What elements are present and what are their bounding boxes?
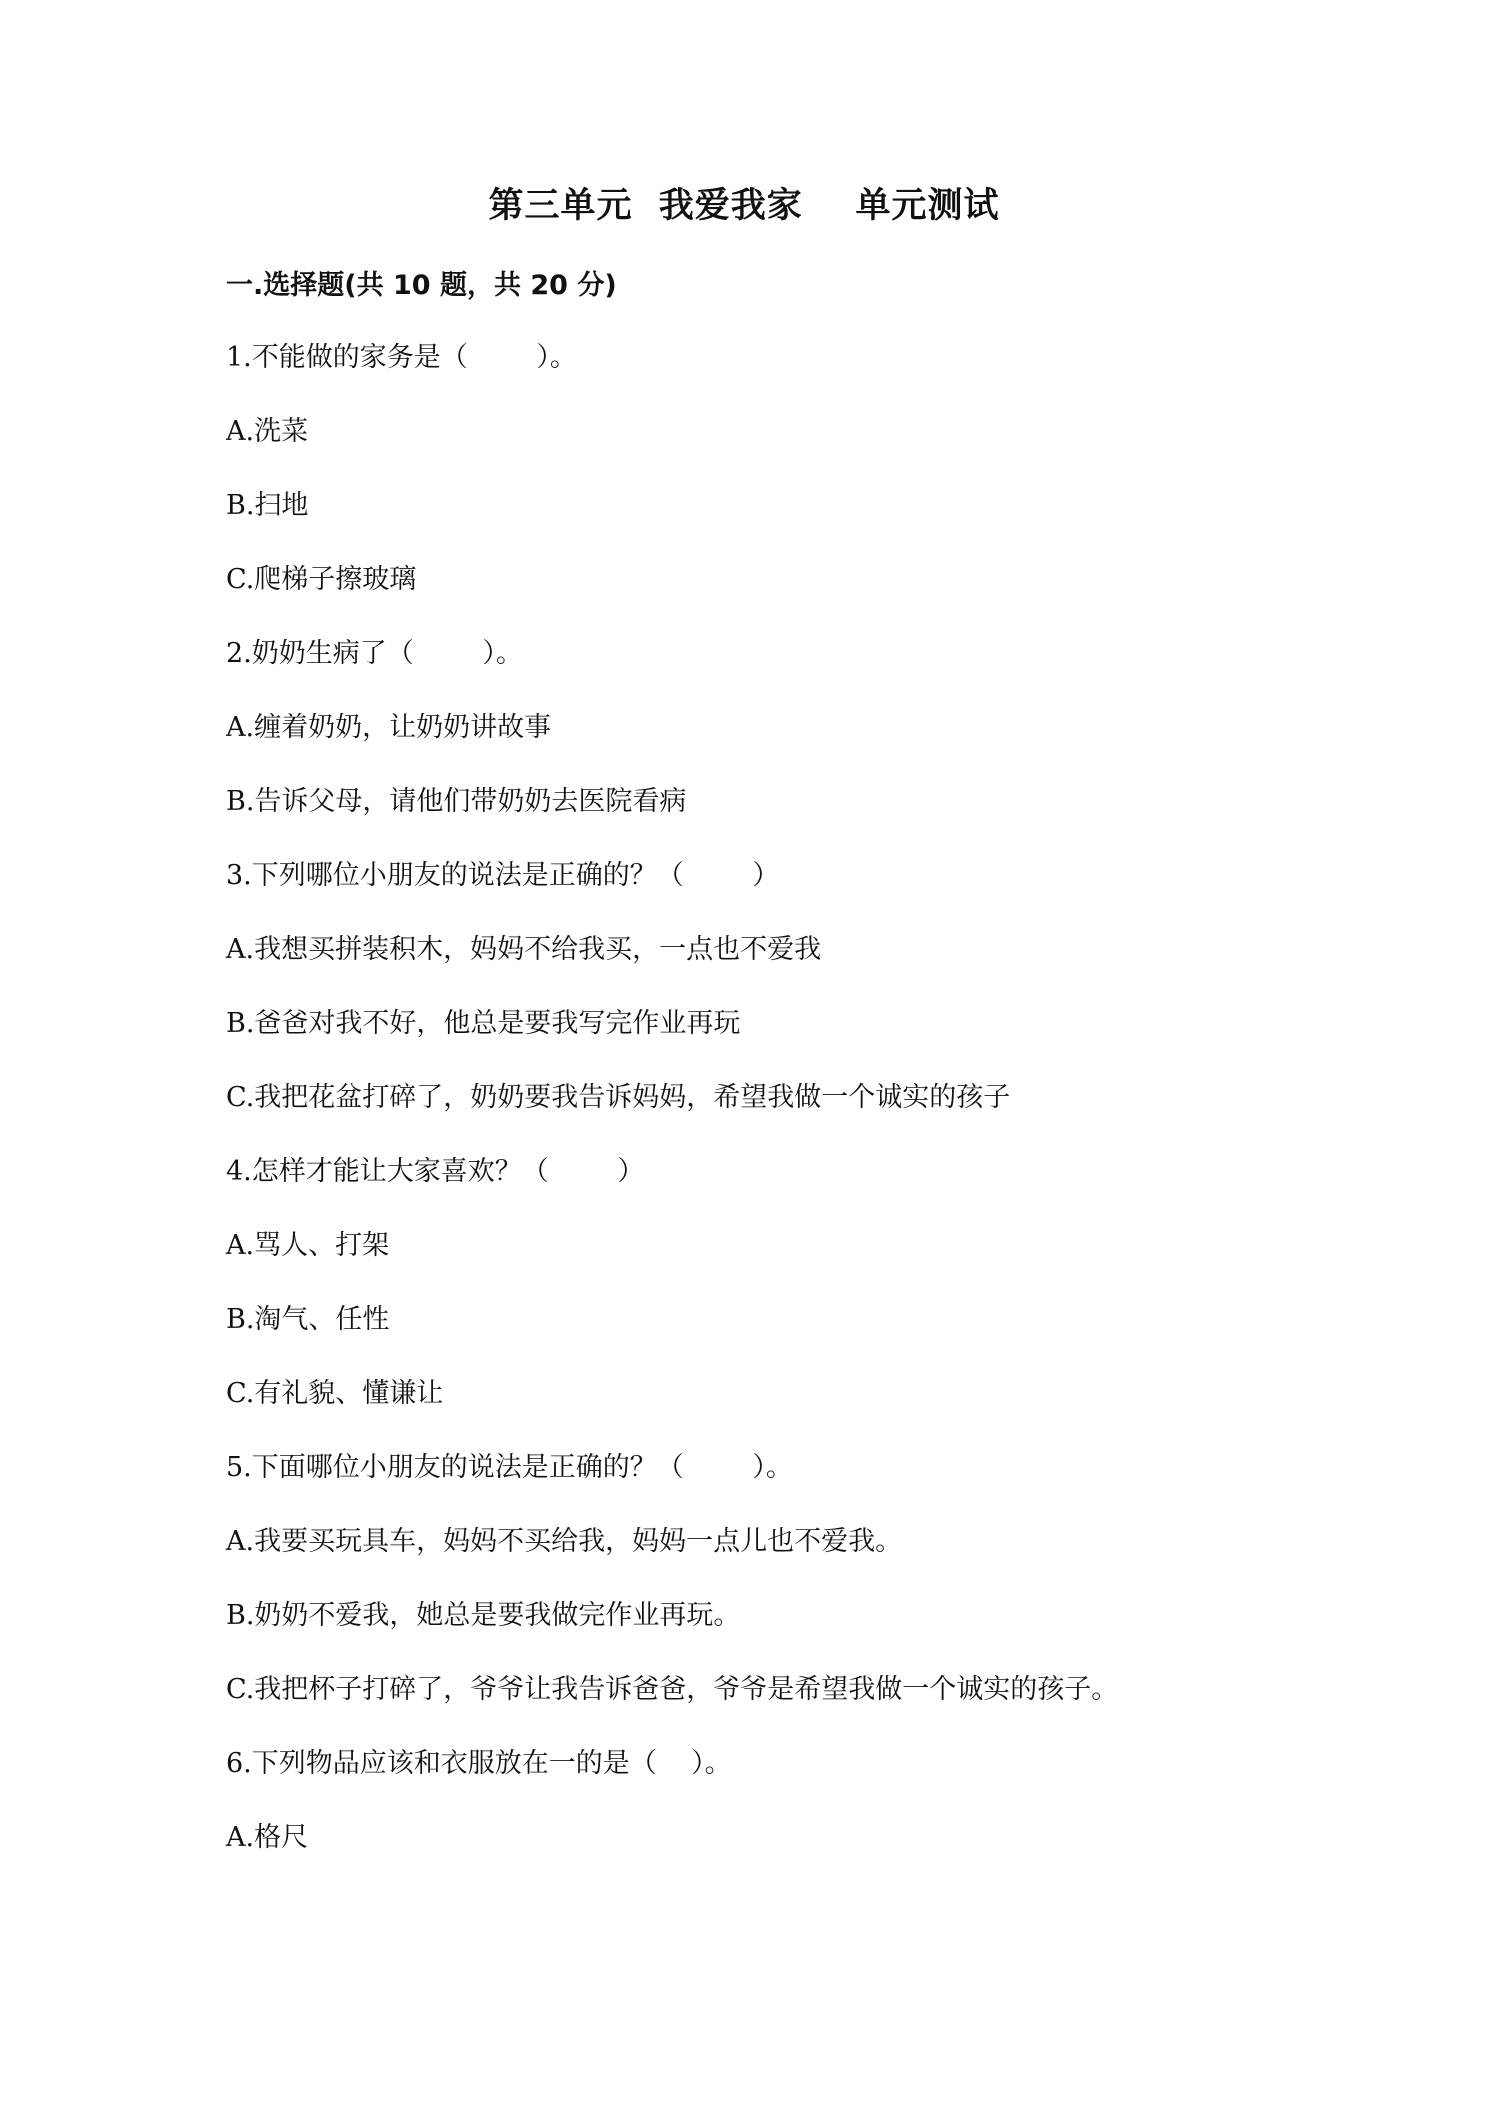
- answer-option: A.我要买玩具车，妈妈不买给我，妈妈一点儿也不爱我。: [226, 1526, 903, 1557]
- answer-option: A.骂人、打架: [226, 1230, 390, 1261]
- question-stem: 5.下面哪位小朋友的说法是正确的？（ ）。: [226, 1452, 793, 1483]
- answer-option: B.告诉父母，请他们带奶奶去医院看病: [226, 786, 687, 817]
- answer-option: A.我想买拼装积木，妈妈不给我买，一点也不爱我: [226, 934, 822, 965]
- question-stem: 6.下列物品应该和衣服放在一的是（ ）。: [226, 1748, 732, 1779]
- answer-option: C.爬梯子擦玻璃: [226, 564, 417, 595]
- section-heading: 一.选择题(共 10 题，共 20 分): [226, 270, 617, 301]
- answer-option: C.我把花盆打碎了，奶奶要我告诉妈妈，希望我做一个诚实的孩子: [226, 1082, 1011, 1113]
- answer-option: B.扫地: [226, 490, 309, 521]
- question-stem: 2.奶奶生病了（ ）。: [226, 638, 523, 669]
- answer-option: A.洗菜: [226, 416, 309, 447]
- answer-option: A.缠着奶奶，让奶奶讲故事: [226, 712, 552, 743]
- question-list: [226, 338, 1376, 1892]
- answer-option: B.奶奶不爱我，她总是要我做完作业再玩。: [226, 1600, 741, 1631]
- page-title: 第三单元 我爱我家 单元测试: [488, 186, 1000, 226]
- answer-option: A.格尺: [226, 1822, 309, 1853]
- answer-option: B.爸爸对我不好，他总是要我写完作业再玩: [226, 1008, 741, 1039]
- answer-option: C.我把杯子打碎了，爷爷让我告诉爸爸，爷爷是希望我做一个诚实的孩子。: [226, 1674, 1119, 1705]
- answer-option: C.有礼貌、懂谦让: [226, 1378, 444, 1409]
- question-stem: 4.怎样才能让大家喜欢？（ ）: [226, 1156, 645, 1187]
- question-stem: 1.不能做的家务是（ ）。: [226, 342, 577, 373]
- answer-option: B.淘气、任性: [226, 1304, 390, 1335]
- question-stem: 3.下列哪位小朋友的说法是正确的？（ ）: [226, 860, 780, 891]
